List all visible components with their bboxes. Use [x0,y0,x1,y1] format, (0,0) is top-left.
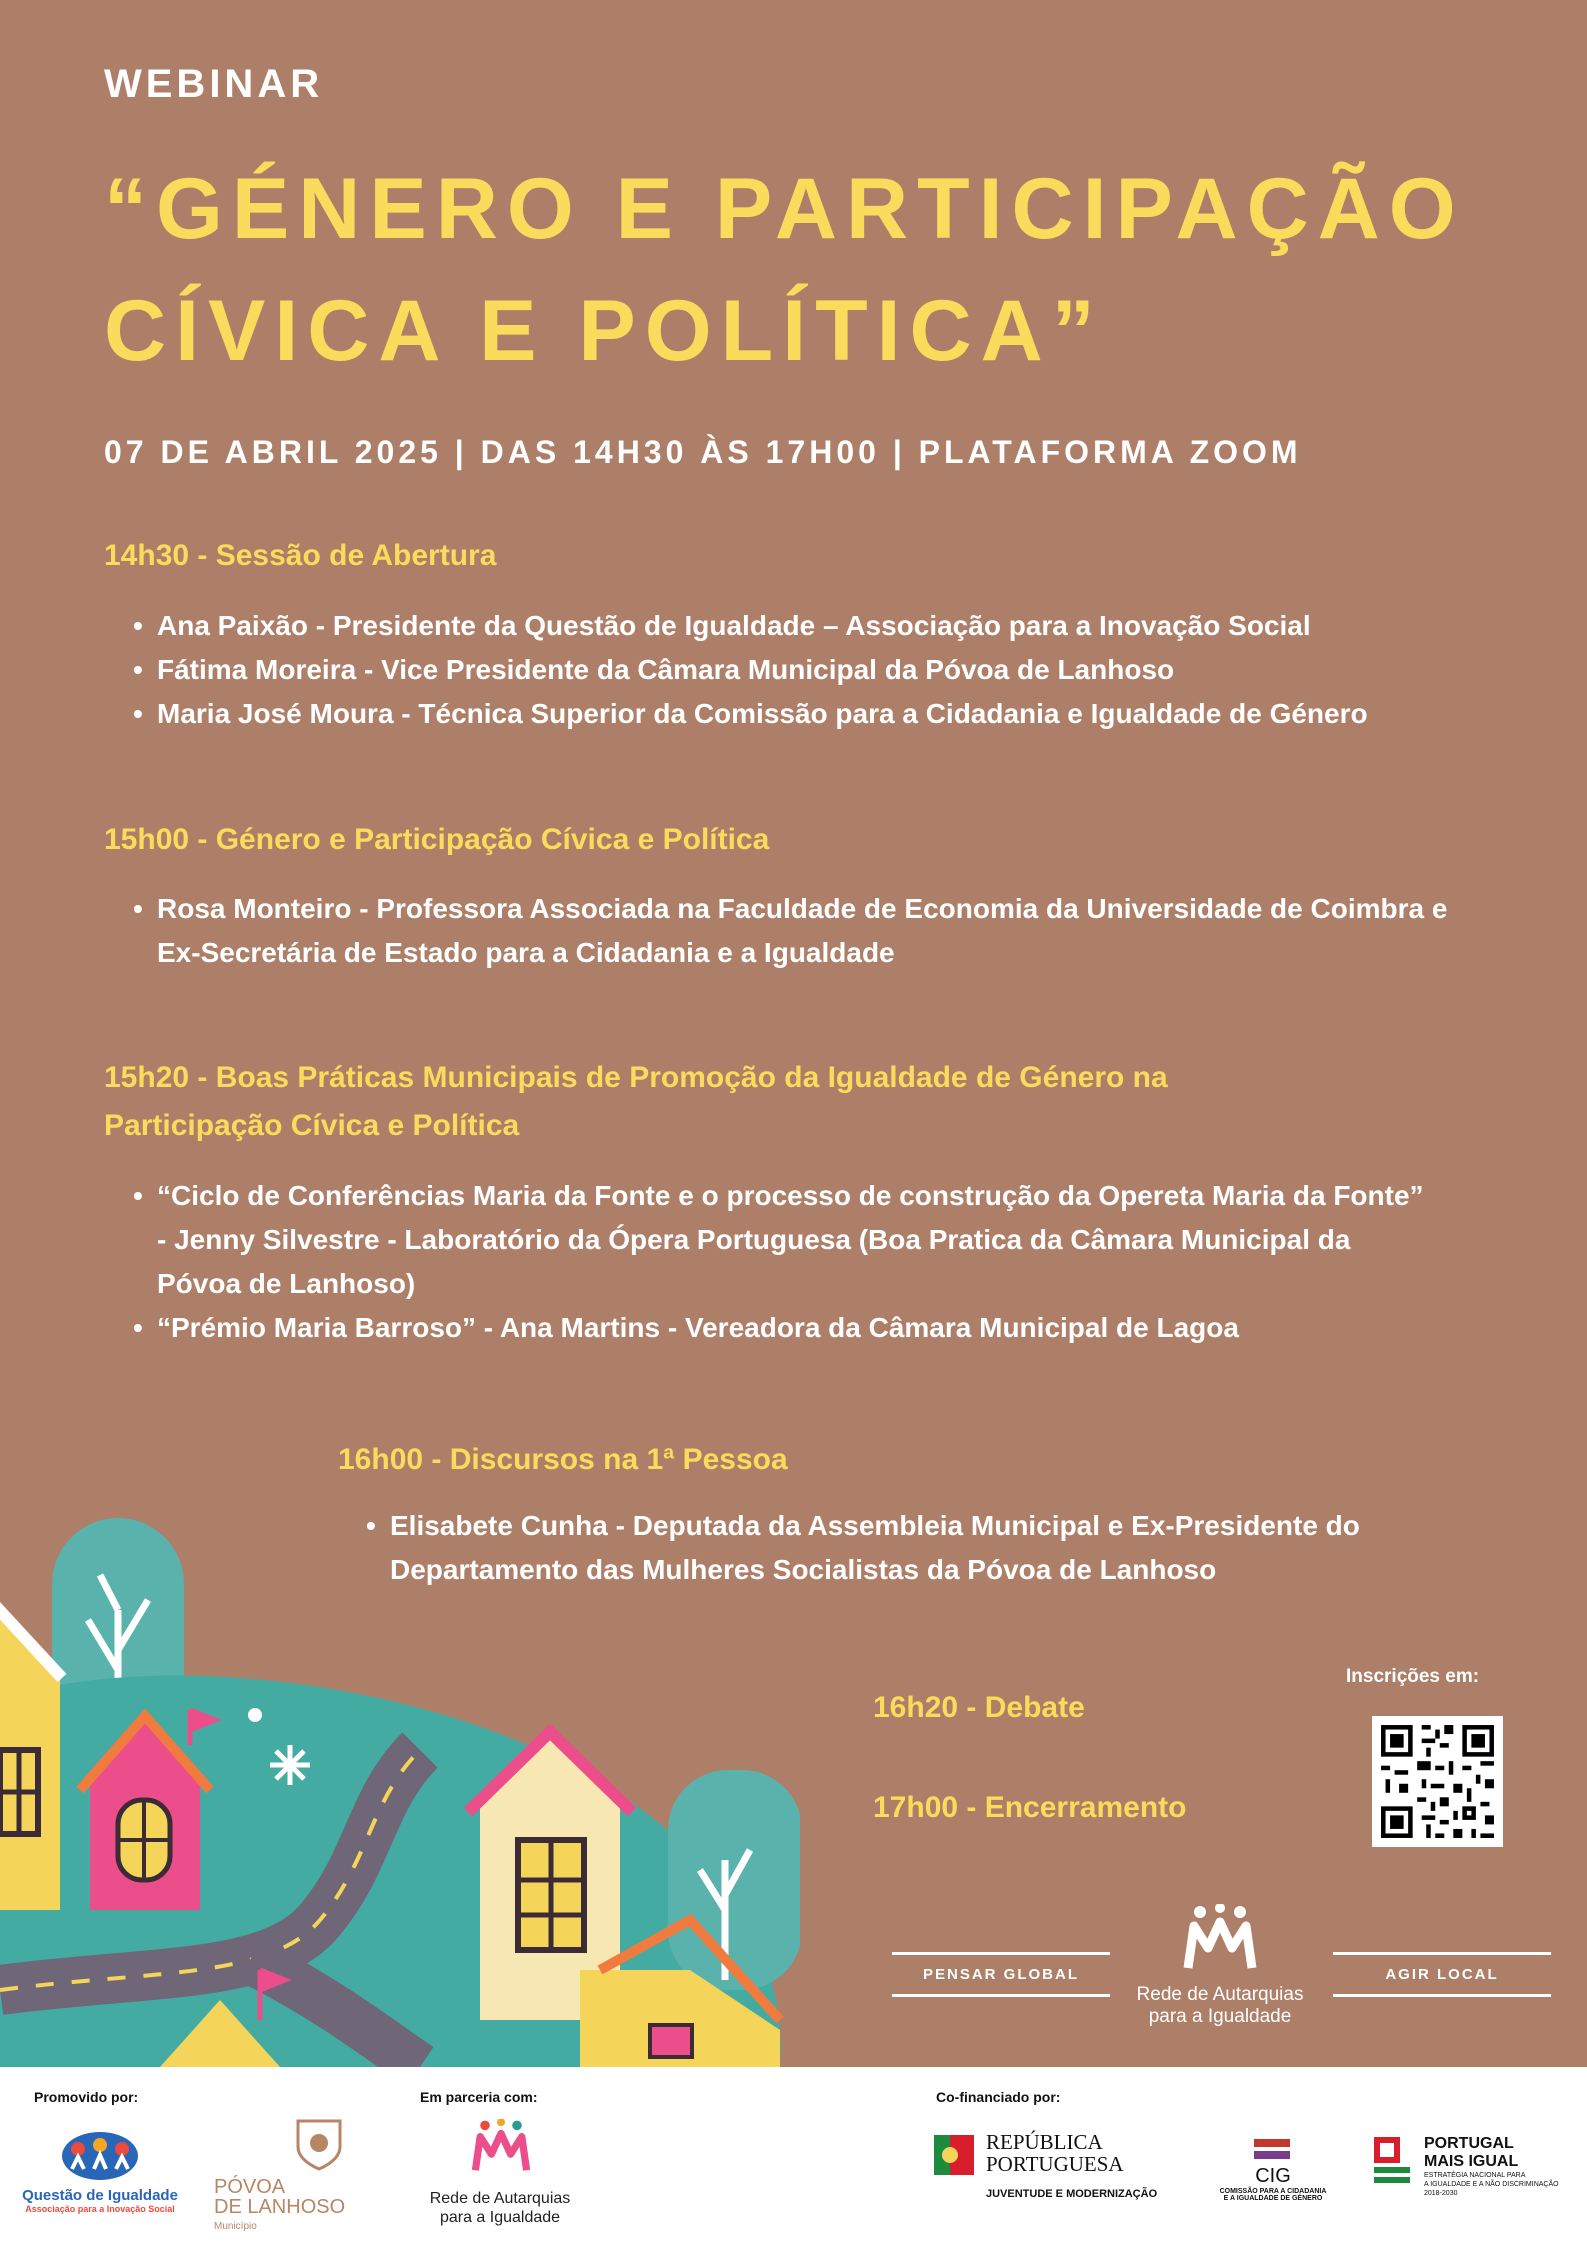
title-line-1: “GÉNERO E PARTICIPAÇÃO [104,161,1465,257]
cig-name-block [1208,2165,1338,2202]
cig-name: CIG [1255,2165,1291,2187]
pmi-sub3: 2018-2030 [1424,2190,1458,2197]
tagline-right: AGIR LOCAL [1385,1966,1499,1983]
qi-subtitle: Associação para a Inovação Social [25,2204,175,2214]
qr-code-icon [1372,1716,1503,1847]
pmi-sub2: A IGUALDADE E A NÃO DISCRIMINAÇÃO [1424,2181,1559,2188]
footer [0,2067,1587,2245]
cig-sub1: COMISSÃO PARA A CIDADANIA [1219,2188,1327,2195]
registration-label: Inscrições em: [1346,1666,1480,1687]
divider [1333,1994,1551,1997]
registration-qr-code[interactable] [1372,1716,1503,1847]
cig-bar-red [1254,2139,1290,2147]
network-name-line1: Rede de Autarquias [1136,1984,1304,2005]
rp-flag-icon [934,2135,974,2175]
qi-logo-icon [58,2129,142,2183]
list-item: • “Prémio Maria Barroso” - Ana Martins - Vereadora da Câmara Municipal de Lagoa [133,1306,1433,1350]
session-list-1 [133,604,1533,736]
list-item: • Rosa Monteiro - Professora Associada na Faculdade de Economia da Universidade de Coimbra e Ex-Secretária de Estado para a Cidadania e a Igualdade [133,887,1463,975]
povoa-sub: Município [214,2221,257,2232]
pmi-name-block [1424,2135,1584,2198]
session-list-3 [133,1174,1433,1350]
debate-heading: 16h20 - Debate [873,1691,1085,1724]
eyebrow-label: WEBINAR [104,62,324,106]
rede-name-block [400,2189,600,2227]
rede-logo-icon [466,2119,536,2175]
title-line-2: CÍVICA E POLÍTICA” [104,283,1104,379]
povoa-line2: DE LANHOSO [214,2196,346,2218]
network-name-line2: para a Igualdade [1148,2006,1292,2027]
qi-name: Questão de Igualdade [22,2187,178,2204]
pmi-line2: MAIS IGUAL [1424,2153,1519,2170]
cig-bar-purple [1254,2151,1290,2159]
list-item: • Elisabete Cunha - Deputada da Assembleia Municipal e Ex-Presidente do Departamento das Mulheres Socialistas da Póvoa de Lanhoso [366,1504,1486,1592]
closing-heading: 17h00 - Encerramento [873,1791,1187,1824]
promoted-label: Promovido por: [34,2089,139,2105]
rp-name-block [986,2131,1186,2205]
partner-label: Em parceria com: [420,2089,538,2105]
divider [892,1952,1110,1955]
pmi-logo-icon [1374,2137,1414,2183]
list-item: • Maria José Moura - Técnica Superior da Comissão para a Cidadania e Igualdade de Género [133,692,1533,736]
event-dateline: 07 DE ABRIL 2025 | DAS 14H30 ÀS 17H00 | PLATAFORMA ZOOM [104,434,1302,470]
divider [892,1994,1110,1997]
list-item: • Ana Paixão - Presidente da Questão de Igualdade – Associação para a Inovação Social [133,604,1533,648]
session-list-2 [133,887,1463,975]
list-item: • “Ciclo de Conferências Maria da Fonte e o processo de construção da Opereta Maria da Fonte” - Jenny Silvestre - Laboratório da Ópera Portuguesa (Boa Pratica da Câmara Municipal da Póvoa de Lanhoso) [133,1174,1433,1306]
rp-line1: REPÚBLICA [986,2130,1103,2154]
qi-name-block [16,2187,184,2214]
povoa-name-block [214,2177,364,2237]
rede-line2: para a Igualdade [439,2209,561,2226]
network-logo-icon [1180,1904,1260,1974]
tagline-left: PENSAR GLOBAL [922,1966,1079,1983]
rp-line2: PORTUGUESA [986,2152,1124,2176]
divider [1333,1952,1551,1955]
povoa-line1: PÓVOA [214,2176,286,2198]
session-heading-2: 15h00 - Género e Participação Cívica e Política [104,823,770,856]
pmi-line1: PORTUGAL [1424,2135,1514,2152]
cofinanced-label: Co-financiado por: [936,2089,1061,2105]
povoa-crest-icon [294,2115,344,2171]
session-heading-3: 15h20 - Boas Práticas Municipais de Promoção da Igualdade de Género na Participação Cívica e Política [104,1061,1168,1142]
pmi-sub1: ESTRATÉGIA NACIONAL PARA [1424,2172,1526,2179]
rede-line1: Rede de Autarquias [429,2190,571,2207]
list-item: • Fátima Moreira - Vice Presidente da Câmara Municipal da Póvoa de Lanhoso [133,648,1533,692]
session-heading-4: 16h00 - Discursos na 1ª Pessoa [338,1443,788,1476]
cig-sub2: E A IGUALDADE DE GÉNERO [1223,2195,1323,2202]
rp-sub: JUVENTUDE E MODERNIZAÇÃO [986,2188,1158,2200]
session-heading-1: 14h30 - Sessão de Abertura [104,539,497,572]
network-name [1100,1984,1340,2028]
village-illustration [0,1500,800,2067]
